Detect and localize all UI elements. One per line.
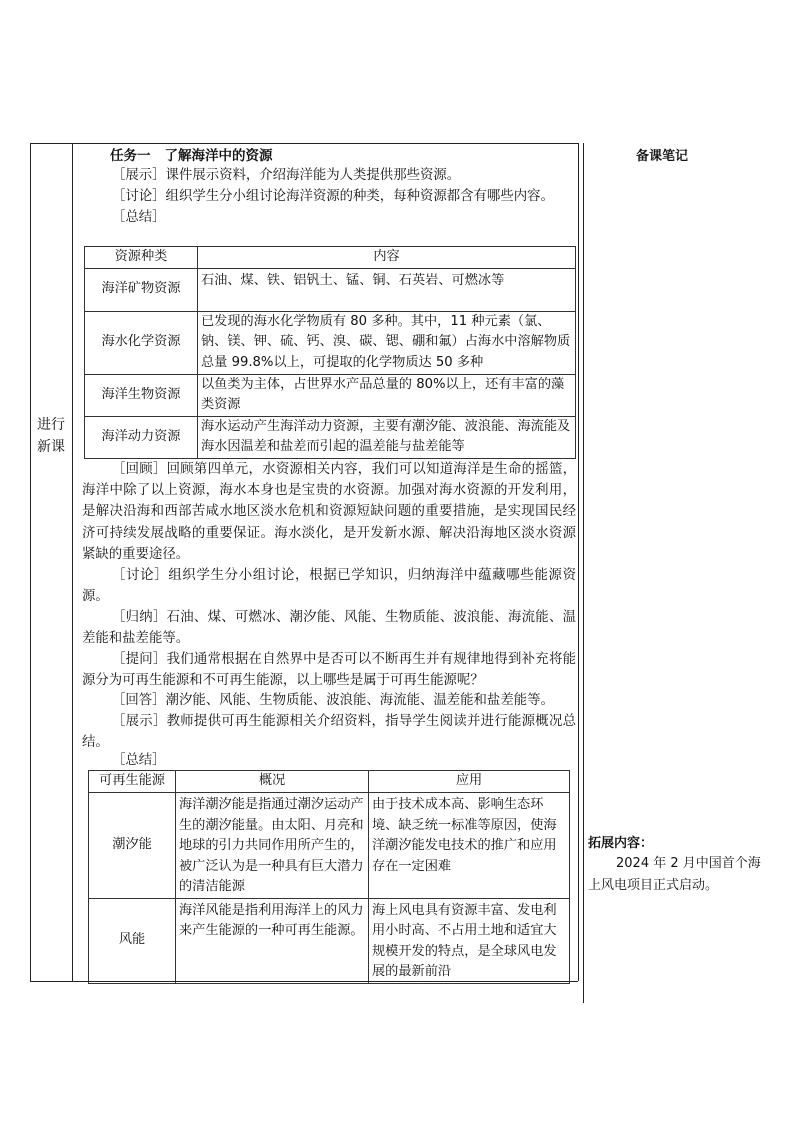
table-row [85,374,576,416]
ocean-resources-table [84,246,576,459]
energy-name-cell: 风能 [89,898,176,983]
resource-content-cell: 已发现的海水化学物质有 80 多种。其中，11 种元素（氯、钠、镁、钾、硫、钙、溴、碳、锶、硼和氟）占海水中溶解物质总量 99.8%以上，可提取的化学物质达 50 多种 [198,311,576,374]
table-row [85,268,576,311]
paragraph-discuss: ［讨论］组织学生分小组讨论海洋资源的种类，每种资源都含有哪些内容。 [112,189,554,204]
resource-content-cell: 以鱼类为主体，占世界水产品总量的 80%以上，还有丰富的藻类资源 [198,374,576,416]
paragraph-question: ［提问］我们通常根据在自然界中是否可以不断再生并有规律地得到补充将能源分为可再生能源和不可再生能源，以上哪些是属于可再生能源呢？ [82,652,576,689]
table-row [85,416,576,458]
section-label [30,414,72,458]
energy-name-cell: 潮汐能 [89,793,176,899]
paragraph-answer: ［回答］潮汐能、风能、生物质能、波浪能、海流能、温差能和盐差能等。 [112,693,554,708]
resource-content-cell: 海水运动产生海洋动力资源，主要有潮汐能、波浪能、海流能及海水因温差和盐差而引起的温差能与盐差能等 [198,416,576,458]
paragraph-summary-label: ［总结］ [112,210,166,225]
paragraph-discuss-energy: ［讨论］组织学生分小组讨论，根据已学知识，归纳海洋中蕴藏哪些能源资源。 [82,568,576,605]
table-header-cell: 可再生能源 [89,771,176,793]
notes-column-divider [583,143,584,1003]
table-row [89,898,570,983]
paragraph-review: ［回顾］回顾第四单元，水资源相关内容，我们可以知道海洋是生命的摇篮，海洋中除了以上资源，海水本身也是宝贵的水资源。加强对海水资源的开发利用，是解决沿海和西部苦咸水地区淡水危机和资源短缺问题的重要措施，是实现国民经济可持续发展战略的重要保证。海水淡化，是开发新水源、解决沿海地区淡水资源紧缺的重要途径。 [82,462,576,562]
paragraph-show: ［展示］课件展示资料，介绍海洋能为人类提供那些资源。 [112,168,461,183]
energy-application-cell: 由于技术成本高、影响生态环境、缺乏统一标准等原因，使海洋潮汐能发电技术的推广和应用存在一定困难 [369,793,570,899]
paragraph-induce: ［归纳］石油、煤、可燃冰、潮汐能、风能、生物质能、波浪能、海流能、温差能和盐差能等。 [82,610,576,647]
resource-type-cell: 海洋矿物资源 [85,268,198,311]
paragraph-summary-label-2: ［总结］ [112,753,166,768]
table-header-cell: 概况 [176,771,369,793]
frame-left-border [30,143,31,981]
energy-overview-cell: 海洋风能是指利用海洋上的风力来产生能源的一种可再生能源。 [176,898,369,983]
table-row [85,311,576,374]
resource-type-cell: 海洋生物资源 [85,374,198,416]
section-label-line1: 进行 [37,417,65,433]
table-header-cell: 内容 [198,247,576,269]
table-header-row [85,247,576,269]
section-label-line2: 新课 [37,439,65,455]
renewable-energy-table [88,770,570,984]
task-title [110,144,273,164]
table-row [89,793,570,899]
task-prefix: 任务一 [110,148,151,164]
resource-type-cell: 海水化学资源 [85,311,198,374]
energy-overview-cell: 海洋潮汐能是指通过潮汐运动产生的潮汐能量。由太阳、月亮和地球的引力共同作用所产生的，被广泛认为是一种具有巨大潜力的清洁能源 [176,793,369,899]
task-name: 了解海洋中的资源 [164,148,273,164]
resource-type-cell: 海洋动力资源 [85,416,198,458]
extension-title: 拓展内容： [588,836,654,851]
table-header-cell: 应用 [369,771,570,793]
notes-title: 备课笔记 [636,149,689,164]
table-header-cell: 资源种类 [85,247,198,269]
energy-application-cell: 海上风电具有资源丰富、发电利用小时高、不占用土地和适宜大规模开发的特点，是全球风电发展的最新前沿 [369,898,570,983]
frame-right-border [578,143,579,981]
table-header-row [89,771,570,793]
frame-label-divider [72,143,73,981]
extension-text: 2024 年 2 月中国首个海上风电项目正式启动。 [588,856,761,893]
resource-content-cell: 石油、煤、铁、铝钒土、锰、铜、石英岩、可燃冰等 [198,268,576,311]
paragraph-show-energy: ［展示］教师提供可再生能源相关介绍资料，指导学生阅读并进行能源概况总结。 [82,714,576,751]
